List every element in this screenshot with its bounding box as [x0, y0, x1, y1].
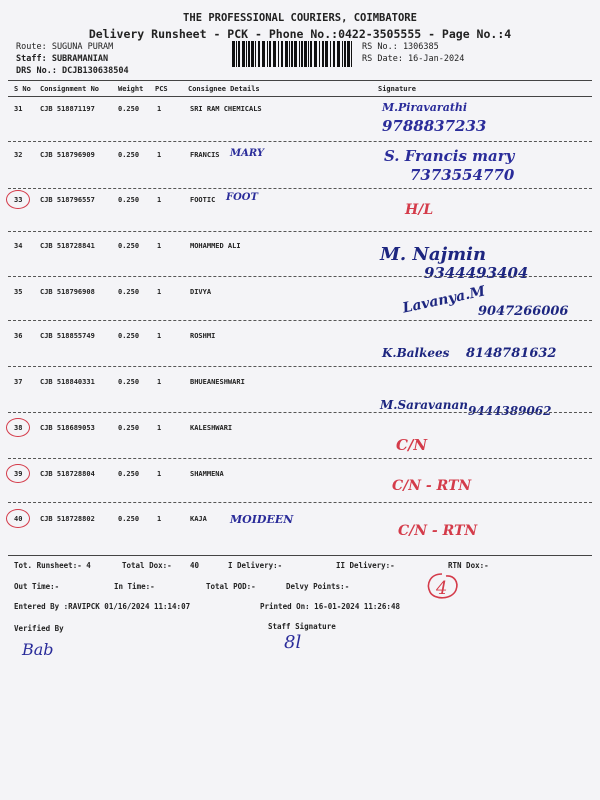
- row-pcs: 1: [157, 378, 162, 386]
- col-consignee: Consignee Details: [188, 85, 260, 93]
- row-pcs: 1: [157, 424, 162, 432]
- row-consignment: CJB 518796908: [40, 288, 95, 296]
- entered-by: Entered By :RAVIPCK 01/16/2024 11:14:07: [14, 602, 191, 611]
- row-weight: 0.250: [118, 332, 140, 340]
- route-label: Route: SUGUNA PURAM: [16, 42, 114, 52]
- row-signature-name: C/N - RTN: [392, 478, 472, 494]
- delvy-points-label: Delvy Points:-: [286, 582, 350, 591]
- col-sno: S No: [14, 85, 31, 93]
- row-consignment: CJB 518689053: [40, 424, 95, 432]
- red-scribble-mark: [422, 570, 462, 602]
- row-weight: 0.250: [118, 151, 140, 159]
- row-sno: 31: [14, 105, 23, 113]
- header-bottom-rule: [8, 96, 592, 97]
- row-divider: [8, 320, 592, 321]
- col-consignment: Consignment No: [40, 85, 100, 93]
- verified-by-signature: Bab: [22, 640, 54, 659]
- rs-number: RS No.: 1306385: [362, 42, 439, 52]
- row-consignee: FOOTIC: [190, 196, 216, 204]
- row-consignee: SHAMMENA: [190, 470, 224, 478]
- total-dox-label: Total Dox:-: [122, 561, 172, 570]
- rs-date: RS Date: 16-Jan-2024: [362, 54, 465, 64]
- row-signature-phone: 9444389062: [468, 404, 552, 418]
- staff-signature-label: Staff Signature: [268, 622, 336, 631]
- table-row: [0, 424, 600, 470]
- tot-runsheet: Tot. Runsheet:- 4: [14, 561, 91, 570]
- printed-on: Printed On: 16-01-2024 11:26:48: [260, 602, 400, 611]
- row-weight: 0.250: [118, 196, 140, 204]
- staff-label: Staff: SUBRAMANIAN: [16, 54, 109, 64]
- row-divider: [8, 502, 592, 503]
- row-sno: 36: [14, 332, 23, 340]
- row-weight: 0.250: [118, 105, 140, 113]
- out-time-label: Out Time:-: [14, 582, 60, 591]
- row-pcs: 1: [157, 151, 162, 159]
- red-circle-mark: [6, 190, 30, 209]
- row-pcs: 1: [157, 196, 162, 204]
- row-consignment: CJB 518728804: [40, 470, 95, 478]
- table-row: [0, 147, 600, 197]
- row-pcs: 1: [157, 332, 162, 340]
- row-signature-name: S. Francis mary: [384, 147, 515, 165]
- row-pcs: 1: [157, 470, 162, 478]
- row-consignee: FRANCIS: [190, 151, 220, 159]
- row-sno: 35: [14, 288, 23, 296]
- row-signature-name: M.Piravarathi: [382, 101, 468, 114]
- row-consignee: KAJA: [190, 515, 207, 523]
- row-pcs: 1: [157, 515, 162, 523]
- row-signature-name: Lavanya.M: [401, 283, 487, 317]
- row-consignee: BHUEANESHWARI: [190, 378, 245, 386]
- row-consignment: CJB 518796909: [40, 151, 95, 159]
- row-pcs: 1: [157, 105, 162, 113]
- in-time-label: In Time:-: [114, 582, 155, 591]
- row-sno: 33: [14, 196, 23, 204]
- row-sno: 40: [14, 515, 23, 523]
- row-consignee: SRI RAM CHEMICALS: [190, 105, 262, 113]
- row-signature-phone: 8148781632: [466, 346, 557, 361]
- row-weight: 0.250: [118, 288, 140, 296]
- row-divider: [8, 141, 592, 142]
- row-divider: [8, 412, 592, 413]
- row-signature-name: M. Najmin: [380, 244, 487, 265]
- table-row: [0, 378, 600, 424]
- row-divider: [8, 458, 592, 459]
- row-sno: 37: [14, 378, 23, 386]
- total-pod-label: Total POD:-: [206, 582, 256, 591]
- row-sno: 32: [14, 151, 23, 159]
- col-weight: Weight: [118, 85, 144, 93]
- col-signature: Signature: [378, 85, 416, 93]
- header-top-rule: [8, 80, 592, 81]
- row-consignee: MOHAMMED ALI: [190, 242, 241, 250]
- company-title: THE PROFESSIONAL COURIERS, COIMBATORE: [183, 12, 417, 24]
- row-divider: [8, 231, 592, 232]
- row-signature-name: K.Balkees: [382, 346, 450, 360]
- row-consignment: CJB 518728841: [40, 242, 95, 250]
- table-row: [0, 192, 600, 242]
- row-consignee-handwritten: MARY: [230, 148, 264, 159]
- row-weight: 0.250: [118, 515, 140, 523]
- row-signature-name: C/N: [396, 436, 428, 454]
- col-pcs: PCS: [155, 85, 168, 93]
- red-circle-mark: [6, 464, 30, 483]
- row-signature-name: M.Saravanan: [380, 398, 468, 412]
- row-signature-phone: 9788837233: [382, 117, 487, 135]
- total-dox-value: 40: [190, 561, 200, 570]
- row-consignment: CJB 518840331: [40, 378, 95, 386]
- row-signature-name: H/L: [405, 202, 434, 218]
- row-signature-phone: 9344493404: [424, 264, 529, 282]
- row-weight: 0.250: [118, 378, 140, 386]
- table-row: [0, 283, 600, 334]
- row-consignment: CJB 518855749: [40, 332, 95, 340]
- i-delivery-label: I Delivery:-: [228, 561, 283, 570]
- staff-signature-image: 8l: [284, 632, 302, 653]
- row-consignee: KALESHWARI: [190, 424, 233, 432]
- row-pcs: 1: [157, 288, 162, 296]
- runsheet-subtitle: Delivery Runsheet - PCK - Phone No.:0422-3505555 - Page No.:4: [88, 27, 512, 41]
- row-signature-phone: 7373554770: [410, 166, 515, 184]
- row-divider: [8, 188, 592, 189]
- verified-by-label: Verified By: [14, 624, 64, 633]
- row-consignee-handwritten: MOIDEEN: [230, 513, 294, 526]
- footer-rule: [8, 555, 592, 556]
- row-sno: 38: [14, 424, 23, 432]
- red-circle-mark: [6, 509, 30, 528]
- row-consignee: ROSHMI: [190, 332, 216, 340]
- row-consignee-handwritten: FOOT: [226, 192, 258, 203]
- row-pcs: 1: [157, 242, 162, 250]
- rtn-dox-label: RTN Dox:-: [448, 561, 489, 570]
- table-row: [0, 101, 600, 151]
- row-consignment: CJB 518796557: [40, 196, 95, 204]
- row-signature-name: C/N - RTN: [398, 523, 478, 539]
- table-row: [0, 470, 600, 516]
- row-weight: 0.250: [118, 470, 140, 478]
- row-divider: [8, 276, 592, 277]
- row-sno: 39: [14, 470, 23, 478]
- row-consignee: DIVYA: [190, 288, 212, 296]
- row-sno: 34: [14, 242, 23, 250]
- row-signature-phone: 9047266006: [478, 304, 569, 319]
- red-mark-text: 4: [436, 578, 448, 599]
- row-weight: 0.250: [118, 242, 140, 250]
- drs-label: DRS No.: DCJB130638504: [16, 66, 129, 76]
- ii-delivery-label: II Delivery:-: [336, 561, 395, 570]
- row-consignment: CJB 518871197: [40, 105, 95, 113]
- barcode-image: [232, 41, 354, 67]
- table-row: [0, 332, 600, 378]
- row-divider: [8, 366, 592, 367]
- row-weight: 0.250: [118, 424, 140, 432]
- table-row: [0, 242, 600, 288]
- row-consignment: CJB 518728802: [40, 515, 95, 523]
- red-circle-mark: [6, 418, 30, 437]
